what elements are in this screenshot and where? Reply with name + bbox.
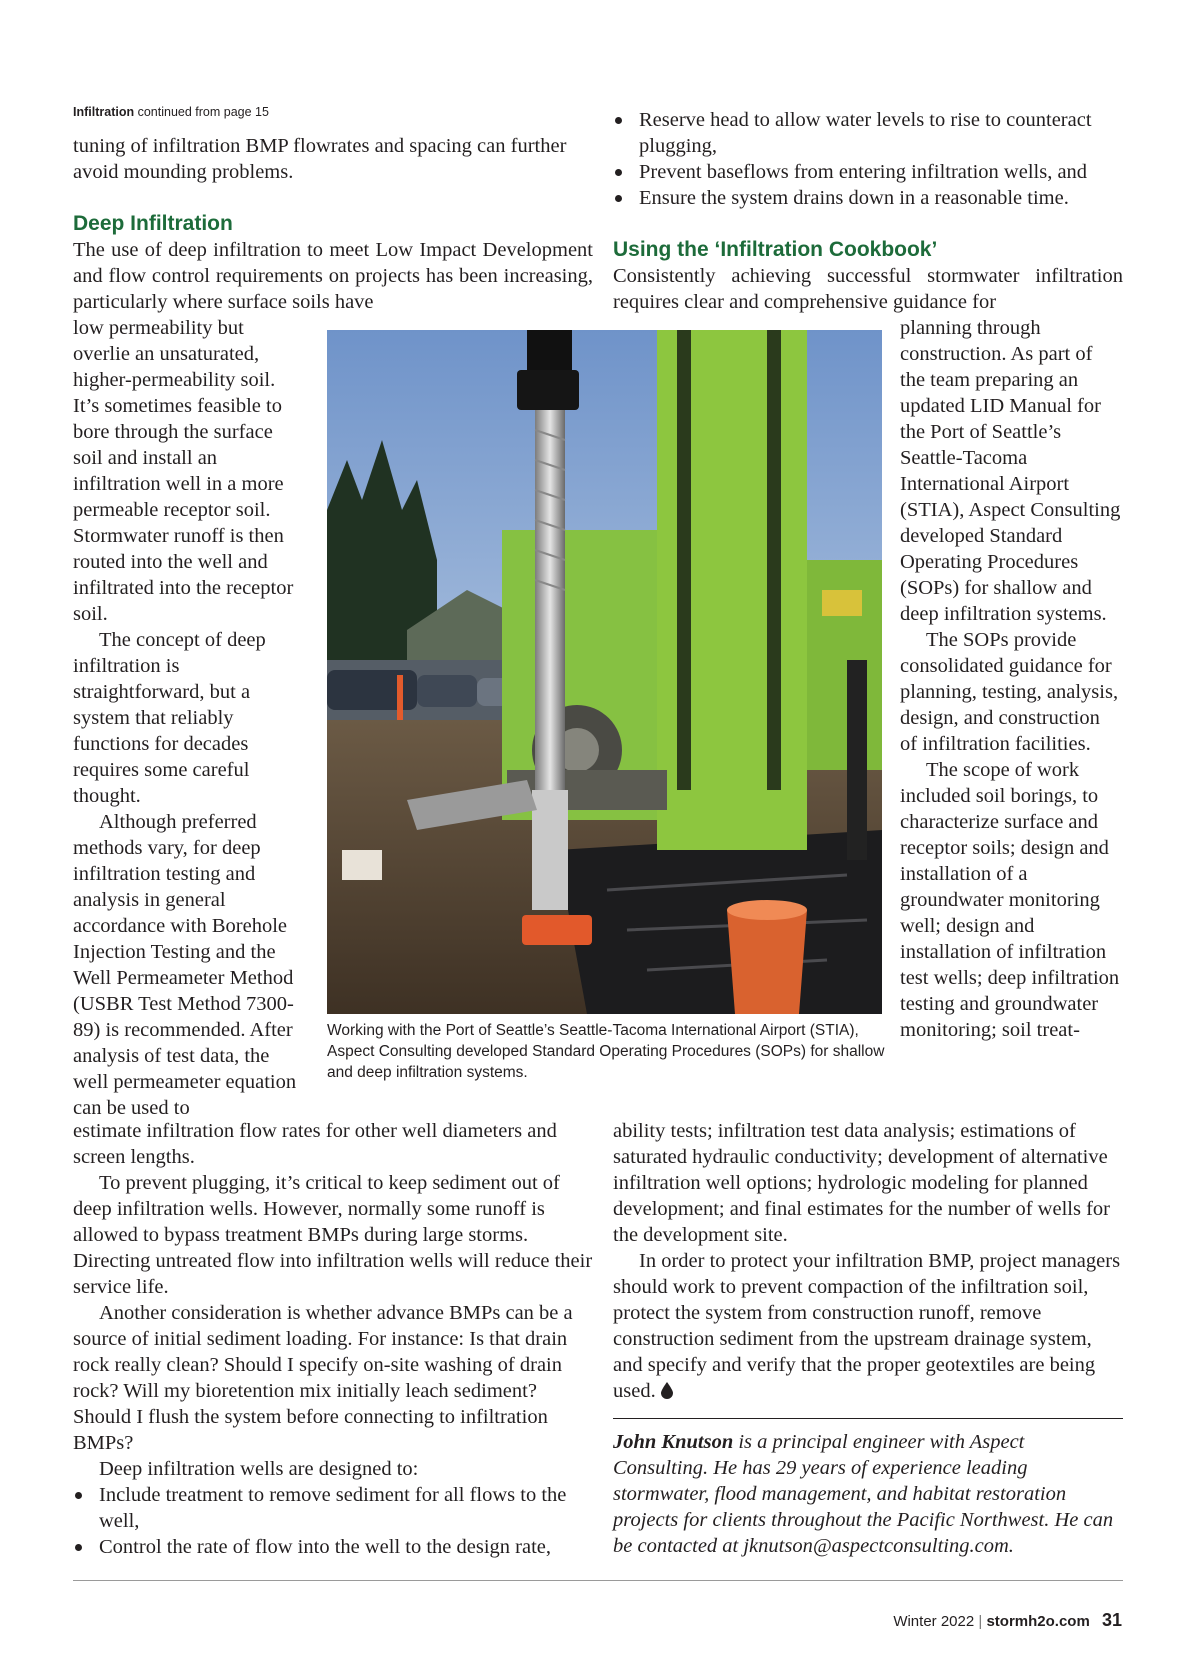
continuation-note: continued from page 15 bbox=[137, 105, 269, 119]
left-column-narrow bbox=[73, 315, 305, 1121]
heading-infiltration-cookbook: Using the ‘Infiltration Cookbook’ bbox=[613, 238, 938, 261]
list-item: Reserve head to allow water levels to rise to counteract plugging, bbox=[613, 107, 1123, 159]
water-drop-icon bbox=[661, 1382, 673, 1399]
paragraph-deep-infiltration-wide: The use of deep infiltration to meet Low Impact Development and flow control requirements on projects has been increasing, particularly where surface soils have bbox=[73, 239, 593, 313]
paragraph-deep-infiltration-narrow: low permeability but overlie an unsaturated, higher-permeability soil. It’s sometimes feasible to bore through the surface soil and install an infiltration well in a more permeable receptor soil. Stormwater runoff is then routed into the well and infiltrated into the receptor soil. bbox=[73, 317, 294, 625]
paragraph-designed-to: Deep infiltration wells are designed to: bbox=[99, 1458, 419, 1480]
page-number: 31 bbox=[1101, 1610, 1122, 1630]
list-item: Ensure the system drains down in a reasonable time. bbox=[613, 185, 1123, 211]
footer-divider: | bbox=[978, 1613, 983, 1630]
paragraph-protect bbox=[613, 1248, 1123, 1404]
list-item: Control the rate of flow into the well to the design rate, bbox=[73, 1534, 593, 1560]
right-column-top bbox=[613, 107, 1123, 315]
left-column-bottom bbox=[73, 1118, 593, 1560]
paragraph-cookbook-narrow: planning through construction. As part of the team preparing an updated LID Manual for the Port of Seattle’s Seattle-Tacoma International Airport (STIA), Aspect Consulting developed Standard Operating Procedures (SOPs) for shallow and deep infiltration systems. bbox=[900, 317, 1121, 625]
paragraph-concept: The concept of deep infiltration is straightforward, but a system that reliably functions for decades requires some careful thought. bbox=[73, 629, 266, 807]
list-item: Include treatment to remove sediment for all flows to the well, bbox=[73, 1482, 593, 1534]
design-bullets-left bbox=[73, 1482, 593, 1560]
right-column-narrow bbox=[900, 315, 1122, 1043]
author-bio-text bbox=[613, 1429, 1123, 1559]
issue-date: Winter 2022 bbox=[893, 1613, 975, 1630]
intro-paragraph: tuning of infiltration BMP flowrates and spacing can further avoid mounding problems. bbox=[73, 135, 567, 183]
author-name: John Knutson bbox=[613, 1431, 734, 1453]
right-column-bottom bbox=[613, 1118, 1123, 1559]
paragraph-scope-wide: ability tests; infiltration test data analysis; estimations of saturated hydraulic conductivity; development of alternative infiltration well options; hydrologic modeling for planned development; and final estimates for the number of wells for the development site. bbox=[613, 1120, 1110, 1246]
left-column-top bbox=[73, 133, 593, 315]
site-name: stormh2o.com bbox=[986, 1613, 1090, 1630]
paragraph-plugging: To prevent plugging, it’s critical to keep sediment out of deep infiltration wells. However, normally some runoff is allowed to bypass treatment BMPs during large storms. Directing untreated flow into infiltration wells will reduce their service life. bbox=[73, 1172, 593, 1298]
author-description: is a principal engineer with Aspect Consulting. He has 29 years of experience leading stormwater, flood management, and habitat restoration projects for clients throughout the Pacific Northwest. He can be contacted at jknutson@aspectconsulting.com. bbox=[613, 1431, 1114, 1557]
paragraph-consideration: Another consideration is whether advance BMPs can be a source of initial sediment loading. For instance: Is that drain rock really clean? Should I specify on-site washing of drain rock? Will my bioretention mix initially leach sediment? Should I flush the system before connecting to infiltration BMPs? bbox=[73, 1302, 573, 1454]
protect-text: In order to protect your infiltration BMP, project managers should work to prevent compaction of the infiltration soil, protect the system from construction runoff, remove construction sediment from the upstream drainage system, and specify and verify that the proper geotextiles are being used. bbox=[613, 1250, 1121, 1402]
paragraph-methods-narrow: Although preferred methods vary, for deep infiltration testing and analysis in general accordance with Borehole Injection Testing and the Well Permeameter Method (USBR Test Method 7300-89) is recommended. After analysis of test data, the well permeameter equation can be used to bbox=[73, 811, 297, 1119]
design-bullets-right bbox=[613, 107, 1123, 211]
footer-rule bbox=[73, 1580, 1123, 1581]
paragraph-sops: The SOPs provide consolidated guidance for planning, testing, analysis, design, and construction of infiltration facilities. bbox=[900, 629, 1119, 755]
paragraph-cookbook-wide: Consistently achieving successful stormwater infiltration requires clear and comprehensive guidance for bbox=[613, 265, 1123, 313]
paragraph-scope-narrow: The scope of work included soil borings, to characterize surface and receptor soils; design and installation of a groundwater monitoring well; design and installation of infiltration test wells; deep infiltration testing and groundwater monitoring; soil treat- bbox=[900, 759, 1120, 1041]
page-footer bbox=[893, 1610, 1122, 1631]
heading-deep-infiltration: Deep Infiltration bbox=[73, 212, 233, 235]
continuation-label bbox=[73, 105, 269, 119]
section-name: Infiltration bbox=[73, 105, 135, 119]
author-bio bbox=[613, 1418, 1123, 1559]
list-item: Prevent baseflows from entering infiltration wells, and bbox=[613, 159, 1123, 185]
photo-caption: Working with the Port of Seattle’s Seattle-Tacoma International Airport (STIA), Aspect Consulting developed Standard Operating Procedures (SOPs) for shallow and deep infiltration systems. bbox=[327, 1022, 885, 1081]
paragraph-methods-wide: estimate infiltration flow rates for other well diameters and screen lengths. bbox=[73, 1120, 557, 1168]
drill-rig-photo bbox=[327, 330, 882, 1014]
drill-rig-illustration bbox=[327, 330, 882, 1014]
